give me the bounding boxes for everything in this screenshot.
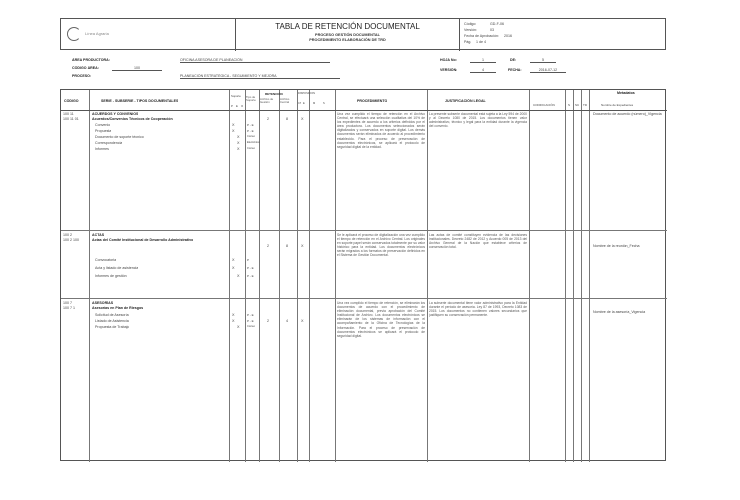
row2-ag: 2 (267, 244, 269, 248)
row2-serie: ACTAS (92, 233, 105, 237)
row3-subserie: Asesorías en Plan de Riesgos (92, 306, 144, 310)
col-disp-m: M (313, 102, 316, 105)
row1-justificacion: La presente subserie documental está sujeta a la Ley 594 de 2000 y al Decreto 1080 de 2015. Los documentos tienen valor administrativo, técnico y legal para la entidad durante la vigencia del convenio. (429, 112, 527, 129)
row1-sop-5: Correo (247, 147, 255, 150)
unidad-value: OFICINA ASESORA DE PLANEACIÓN (180, 58, 330, 63)
document-subtitle-process: PROCESO GESTIÓN DOCUMENTAL (315, 33, 380, 37)
row3-sop-2: P - E (247, 319, 254, 323)
row2-justificacion: Las actas de comité constituyen evidencia de las decisiones institucionales. Decreto 2482 de 2012 y Acuerdo 005 de 2013 del Archivo General de la Nación que establece criterios de conservación total. (429, 233, 527, 250)
row2-procedimiento: Se le aplicará el proceso de digitalización una vez cumplido el tiempo de retención en el Archivo Central. Los originales en soporte papel serán conservados totalmente por su valor histórico para la entidad. Los documentos electrónicos serán migrados a los formatos de preservación definidos en el Sistema de Gestión Documental. (337, 233, 425, 258)
hoja-label: HOJA No: (440, 58, 457, 62)
row3-ag: 2 (267, 319, 269, 323)
version-label: VERSIÓN: (440, 68, 458, 72)
col-meta-nombre-expediente: Nombre de Expedientes (601, 103, 634, 107)
logo-icon (67, 27, 81, 41)
col-justificacion: JUSTIFICACIÓN LEGAL (445, 99, 486, 103)
row1-mark-1: X (232, 123, 235, 127)
row1-subserie: Acuerdos/Convenios Técnicos de Cooperación (92, 117, 173, 121)
col-disp-ct: CT (298, 102, 302, 105)
row1-codigo2: 100 11 01 (63, 117, 79, 121)
row1-tipo-4: Correspondencia (95, 141, 123, 145)
fecha-value: 2016-07-12 (530, 68, 566, 73)
row2-mark-2: X (232, 266, 235, 270)
unidad-label: ÁREA PRODUCTORA: (72, 58, 110, 62)
row2-subserie: Actas del Comité Institucional de Desarrollo Administrativo (92, 238, 194, 242)
row1-tipo-1: Convenio (95, 123, 111, 127)
col-meta-td: TD (583, 103, 587, 107)
version-value: 4 (470, 68, 496, 73)
meta-version-value: 03 (490, 28, 494, 32)
row1-mark-3: X (237, 135, 240, 139)
col-disposicion: DISPOSICIÓN (298, 92, 316, 95)
codigo-area-value: 100 (112, 66, 162, 71)
col-meta-sc: SC (575, 103, 580, 107)
hoja-value: 1 (470, 58, 496, 63)
row1-serie: ACUERDOS Y CONVENIOS (92, 112, 139, 116)
row2-tipo-1: Convocatoria (95, 258, 117, 262)
row1-mark-2: X (232, 129, 235, 133)
row3-sop-1: P - E (247, 313, 254, 317)
col-serie: SERIE - SUBSERIE - TIPOS DOCUMENTALES (101, 99, 179, 103)
row2-sop-2: P - E (247, 266, 254, 270)
col-soporte-o: O (241, 104, 244, 108)
row1-expediente: Documento de acuerdo (número)_Vigencia (593, 112, 662, 116)
row1-sop-2: P - E (247, 129, 254, 133)
row3-codigo2: 100 7 1 (63, 306, 75, 310)
col-meta-s: S (568, 103, 571, 107)
col-soporte-e: E (236, 104, 238, 108)
row3-mark-1: X (232, 313, 235, 317)
proceso-value: PLANEACIÓN ESTRATÉGICA - SEGUIMIENTO Y MEJORA (180, 74, 340, 79)
meta-code-value: GD-F-06 (490, 22, 504, 26)
col-soporte: Soporte (231, 94, 241, 98)
meta-page-label: Pág. (464, 40, 472, 44)
row3-justificacion: La subserie documental tiene valor administrativo para la Entidad durante el período de asesoría. Ley 87 de 1993, Decreto 1083 de 2015. Los documentos no contienen valores secundarios que justifiquen su conservación permanente. (429, 301, 527, 318)
logo-area (61, 19, 236, 51)
row1-ac: 8 (286, 117, 288, 121)
col-procedimiento: PROCEDIMIENTO (357, 99, 388, 103)
col-metadatos: Metadatos (617, 91, 635, 95)
row2-sop-1: P (247, 258, 250, 262)
row1-procedimiento: Una vez cumplido el tiempo de retención en el Archivo Central, se efectuará una selección cualitativa del 10% de los expedientes de acuerdo a los criterios definidos por el área productora. Los documentos seleccionados serán digitalizados y conservados en soporte digital. Los demás documentos serán eliminados de acuerdo al procedimiento establecido. Para el proceso de preservación de documentos electrónicos, se aplicará el protocolo de seguridad digital de la entidad. (337, 112, 425, 149)
row2-tipo-3: Informes de gestión (95, 274, 127, 278)
col-disp-s: S (323, 102, 325, 105)
document-header (60, 18, 666, 50)
col-retencion: RETENCIÓN (265, 92, 283, 96)
meta-version-label: Versión: (464, 28, 477, 32)
row1-sop-3: Correo (247, 135, 255, 138)
row1-ag: 2 (267, 117, 269, 121)
row3-ac: 4 (286, 319, 288, 323)
meta-date-label: Fecha de Aprobación: (464, 34, 499, 38)
meta-code-label: Código: (464, 22, 477, 26)
row1-sop-4: Electrónico (247, 141, 260, 144)
fecha-label: FECHA: (508, 68, 522, 72)
meta-date-value: 2016 (504, 34, 512, 38)
row3-expediente: Nombre de la asesoría_Vigencia (593, 310, 646, 314)
row3-serie: ASESORÍAS (92, 301, 114, 305)
de-label: DE: (510, 58, 517, 62)
row1-codigo: 100 11 (63, 112, 74, 116)
row2-tipo-2: Acta y listado de asistencia (95, 266, 139, 270)
row3-tipo-2: Listado de Asistencia (95, 319, 129, 323)
proceso-label: PROCESO: (72, 74, 92, 78)
row1-tipo-2: Propuesta (95, 129, 112, 133)
row3-sop-3: Correo (247, 325, 255, 328)
codigo-area-label: CÓDIGO ÁREA: (72, 66, 99, 70)
row3-procedimiento: Una vez cumplido el tiempo de retención, se eliminarán los documentos de acuerdo con el procedimiento de eliminación documental, previa aprobación del Comité Institucional de Archivo. Los documentos electrónicos se eliminarán de los sistemas de información con el acompañamiento de la Oficina de Tecnologías de la Información. Para el proceso de preservación de documentos electrónicos se aplicará el protocolo de seguridad digital. (337, 301, 425, 338)
row1-mark-5: X (237, 147, 240, 151)
row3-disp: X (301, 319, 304, 323)
logo-text: Línea Agraria (85, 31, 109, 36)
row2-expediente: Nombre de la reunión_Fecha (593, 244, 640, 248)
row1-tipo-3: Documento de soporte técnico (95, 135, 144, 139)
row2-sop-3: P - E (247, 274, 254, 278)
col-codigo: CÓDIGO (64, 99, 79, 103)
row1-mark-4: X (237, 141, 240, 145)
document-title: TABLA DE RETENCIÓN DOCUMENTAL (275, 22, 420, 31)
retention-table (60, 89, 666, 461)
de-value: 5 (530, 58, 556, 63)
row3-tipo-3: Propuesta de Trabajo (95, 325, 130, 329)
col-tipo-soporte: Tipo de Soporte (246, 96, 256, 103)
row1-sop-1: P - E (247, 123, 254, 127)
row3-tipo-1: Solicitud de Asesoría (95, 313, 129, 317)
row3-codigo: 100 7 (63, 301, 72, 305)
row3-mark-3: X (237, 325, 240, 329)
row2-mark-1: X (232, 258, 235, 262)
meta-page-value: 1 de 4 (476, 40, 486, 44)
row1-disp: X (301, 117, 304, 121)
document-subtitle-procedure: PROCEDIMIENTO ELABORACIÓN DE TRD (309, 38, 386, 42)
document-meta (460, 19, 667, 51)
row2-disp: X (301, 244, 304, 248)
row2-codigo: 100 2 (63, 233, 72, 237)
title-area (236, 19, 460, 51)
row1-tipo-5: Informes (95, 147, 109, 151)
row2-mark-3: X (237, 274, 240, 278)
col-disp-e: E (303, 102, 305, 105)
row2-codigo2: 100 2 100 (63, 238, 79, 242)
col-meta-codificacion: CODIFICACIÓN (533, 103, 555, 107)
row3-mark-2: X (232, 319, 235, 323)
col-soporte-p: P (231, 104, 233, 108)
col-archivo-central: Archivo Central (280, 98, 290, 105)
row2-ac: 8 (286, 244, 288, 248)
col-archivo-gestion: Archivo de Gestión (260, 98, 274, 105)
